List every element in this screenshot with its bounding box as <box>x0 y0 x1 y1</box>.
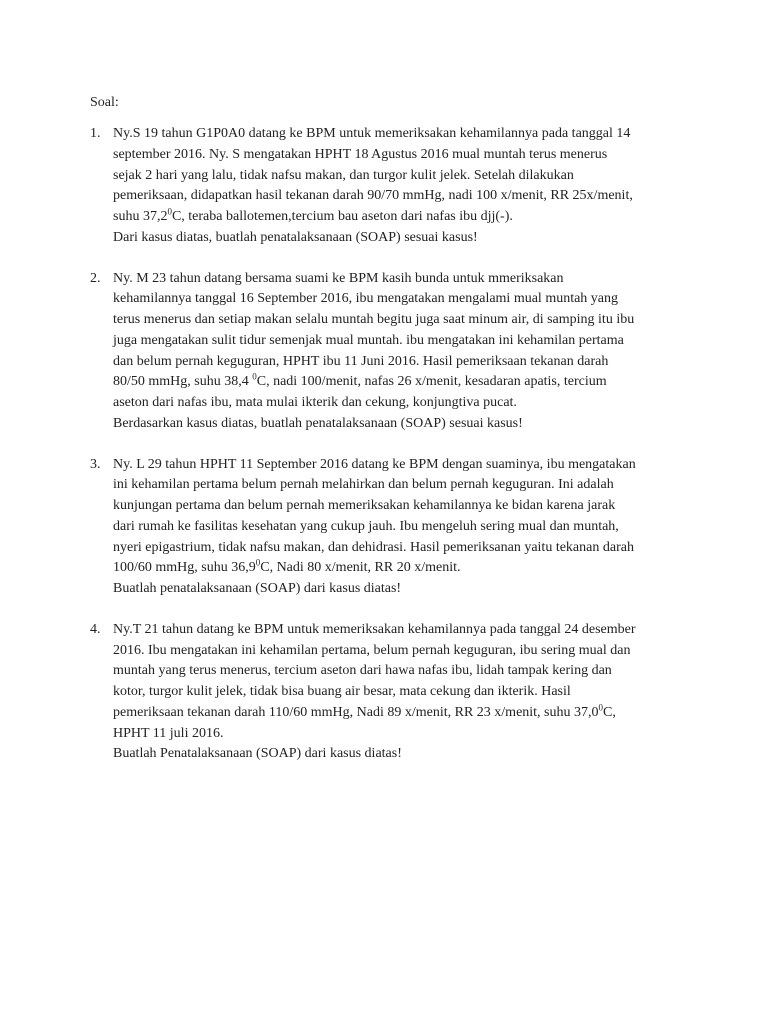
question-text-line: kotor, turgor kulit jelek, tidak bisa buang air besar, mata cekung dan ikterik. Hasil <box>113 684 571 699</box>
question-text-line: september 2016. Ny. S mengatakan HPHT 18 Agustus 2016 mual muntah terus menerus <box>113 146 608 162</box>
question-text-line: sejak 2 hari yang lalu, tidak nafsu makan, dan turgor kulit jelek. Setelah dilakukan <box>113 167 574 183</box>
line-text-segment: 80/50 mmHg, suhu 38,4 <box>113 374 253 390</box>
question-text-line: aseton dari nafas ibu, mata mulai ikterik dan cekung, konjungtiva pucat. <box>113 395 517 410</box>
line-text-segment: C, Nadi 80 x/menit, RR 20 x/menit. <box>260 560 461 576</box>
line-text-segment: 100/60 mmHg, suhu 36,9 <box>113 560 256 576</box>
question-text-line <box>113 207 690 228</box>
line-text-segment: suhu 37,2 <box>113 209 168 224</box>
question-text-line <box>113 558 690 579</box>
question-text-line: terus menerus dan setiap makan selalu muntah begitu juga saat minum air, di samping itu ibu <box>113 312 635 327</box>
question-text-line <box>113 703 690 724</box>
question-text-line: pemeriksaan, didapatkan hasil tekanan darah 90/70 mmHg, nadi 100 x/menit, RR 25x/menit, <box>113 188 633 204</box>
question-text-line: Ny. M 23 tahun datang bersama suami ke BPM kasih bunda untuk mmeriksakan <box>113 270 564 286</box>
question-text-line: 2016. Ibu mengatakan ini kehamilan pertama, belum pernah keguguran, ibu sering mual dan <box>113 642 631 658</box>
question-text-line: kunjungan pertama dan belum pernah memeriksakan kehamilannya ke bidan karena jarak <box>113 498 616 513</box>
question-text-line: Buatlah Penatalaksanaan (SOAP) dari kasus diatas! <box>113 746 402 762</box>
question-text-line: HPHT 11 juli 2016. <box>113 725 224 741</box>
question-text-line: dan belum pernah keguguran, HPHT ibu 11 Juni 2016. Hasil pemeriksaan tekanan darah <box>113 353 609 369</box>
question-number: 3. <box>90 456 101 472</box>
question-item <box>90 455 690 600</box>
question-text-line: Ny.S 19 tahun G1P0A0 datang ke BPM untuk memeriksakan kehamilannya pada tanggal 14 <box>113 126 631 141</box>
question-text-line: Buatlah penatalaksanaan (SOAP) dari kasus diatas! <box>113 581 402 596</box>
question-item <box>90 269 690 435</box>
question-number: 2. <box>90 270 101 286</box>
degree-superscript: 0 <box>255 557 261 568</box>
question-text-line <box>113 372 690 393</box>
question-number: 1. <box>90 126 101 141</box>
degree-superscript: 0 <box>167 206 172 217</box>
line-text-segment: C, <box>603 704 616 720</box>
question-text-line: Dari kasus diatas, buatlah penatalaksanaan (SOAP) sesuai kasus! <box>113 229 478 245</box>
question-number: 4. <box>90 621 101 637</box>
question-list <box>90 124 690 785</box>
question-item <box>90 124 690 249</box>
line-text-segment: pemeriksaan tekanan darah 110/60 mmHg, Nadi 89 x/menit, RR 23 x/menit, suhu 37,0 <box>113 704 599 720</box>
question-text-line: juga mengatakan sulit tidur semenjak mual muntah. ibu mengatakan ini kehamilan pertama <box>113 332 624 348</box>
question-text-line: kehamilannya tanggal 16 September 2016, ibu mengatakan mengalami mual muntah yang <box>113 291 619 307</box>
page-heading: Soal: <box>90 95 119 110</box>
line-text-segment: C, nadi 100/menit, nafas 26 x/menit, kesadaran apatis, tercium <box>256 374 607 390</box>
question-text-line: Ny. L 29 tahun HPHT 11 September 2016 datang ke BPM dengan suaminya, ibu mengatakan <box>113 456 636 472</box>
degree-superscript: 0 <box>252 371 257 382</box>
question-text-line: Berdasarkan kasus diatas, buatlah penatalaksanaan (SOAP) sesuai kasus! <box>113 415 523 431</box>
question-text-line: Ny.T 21 tahun datang ke BPM untuk memeriksakan kehamilannya pada tanggal 24 desember <box>113 621 636 637</box>
question-item <box>90 620 690 765</box>
degree-superscript: 0 <box>598 702 604 713</box>
question-text-line: nyeri epigastrium, tidak nafsu makan, dan dehidrasi. Hasil pemeriksanan yaitu tekanan darah <box>113 539 634 555</box>
line-text-segment: C, teraba ballotemen,tercium bau aseton dari nafas ibu djj(-). <box>171 209 513 224</box>
question-text-line: muntah yang terus menerus, tercium aseton dari hawa nafas ibu, lidah tampak kering dan <box>113 663 612 679</box>
question-text-line: dari rumah ke fasilitas kesehatan yang cukup jauh. Ibu mengeluh sering mual dan muntah, <box>113 518 619 534</box>
question-text-line: ini kehamilan pertama belum pernah melahirkan dan belum pernah keguguran. Ini adalah <box>113 477 614 493</box>
